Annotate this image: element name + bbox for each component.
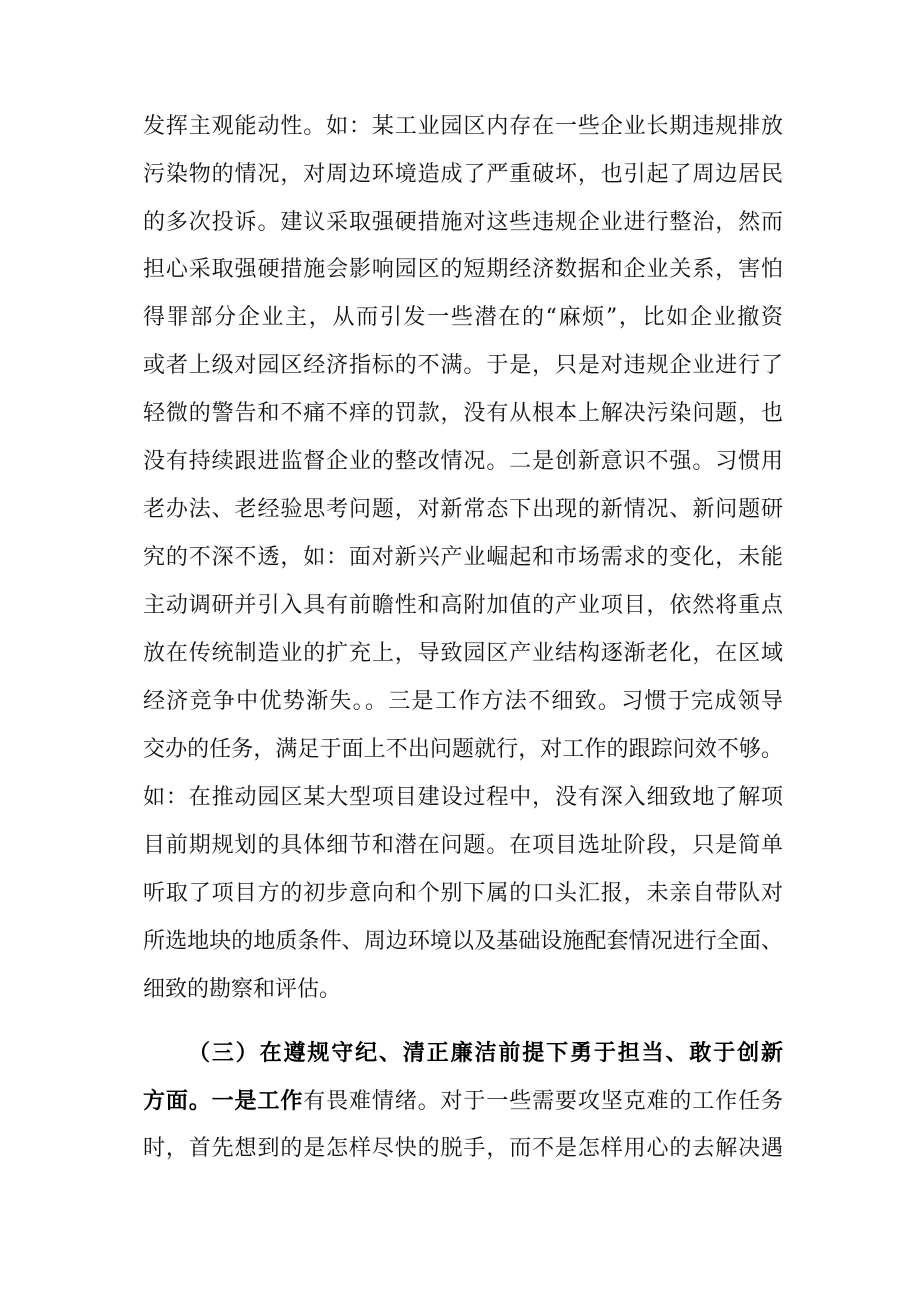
section-heading-3-tail: 方面。一是工作 bbox=[143, 1088, 304, 1114]
body-text-line: 究的不深不透，如：面对新兴产业崛起和市场需求的变化，未能 bbox=[143, 545, 783, 570]
body-text-line: 如：在推动园区某大型项目建设过程中，没有深入细致地了解项 bbox=[143, 785, 783, 810]
body-text-line: 得罪部分企业主，从而引发一些潜在的“麻烦”，比如企业撤资 bbox=[143, 305, 783, 330]
body-text-line: 经济竞争中优势渐失。。三是工作方法不细致。习惯于完成领导 bbox=[143, 689, 783, 714]
body-text-line: 所选地块的地质条件、周边环境以及基础设施配套情况进行全面、 bbox=[143, 929, 783, 954]
body-text-line: 的多次投诉。建议采取强硬措施对这些违规企业进行整治，然而 bbox=[143, 210, 783, 235]
body-text-line: 老办法、老经验思考问题，对新常态下出现的新情况、新问题研 bbox=[143, 497, 783, 522]
body-text-line: 或者上级对园区经济指标的不满。于是，只是对违规企业进行了 bbox=[143, 353, 783, 378]
body-text-span: 有畏难情绪。对于一些需要攻坚克难的工作任务 bbox=[303, 1089, 783, 1114]
section-heading-3-continued bbox=[143, 1081, 783, 1121]
body-text-line: 发挥主观能动性。如：某工业园区内存在一些企业长期违规排放 bbox=[143, 114, 783, 139]
section-heading-3: （三）在遵规守纪、清正廉洁前提下勇于担当、敢于创新 bbox=[188, 1040, 783, 1066]
body-text-line: 主动调研并引入具有前瞻性和高附加值的产业项目，依然将重点 bbox=[143, 593, 783, 618]
body-text-line: 放在传统制造业的扩充上，导致园区产业结构逐渐老化，在区域 bbox=[143, 641, 783, 666]
body-text-line: 时，首先想到的是怎样尽快的脱手，而不是怎样用心的去解决遇 bbox=[143, 1136, 783, 1161]
body-text-line: 没有持续跟进监督企业的整改情况。二是创新意识不强。习惯用 bbox=[143, 449, 783, 474]
body-text-line: 目前期规划的具体细节和潜在问题。在项目选址阶段，只是简单 bbox=[143, 833, 783, 858]
body-text-line: 细致的勘察和评估。 bbox=[143, 977, 342, 1002]
body-text-line: 交办的任务，满足于面上不出问题就行，对工作的跟踪问效不够。 bbox=[143, 737, 783, 762]
body-text-line: 污染物的情况，对周边环境造成了严重破坏，也引起了周边居民 bbox=[143, 162, 783, 187]
body-text-line: 轻微的警告和不痛不痒的罚款，没有从根本上解决污染问题，也 bbox=[143, 401, 783, 426]
body-text-line: 听取了项目方的初步意向和个别下属的口头汇报，未亲自带队对 bbox=[143, 881, 783, 906]
body-text-line: 担心采取强硬措施会影响园区的短期经济数据和企业关系，害怕 bbox=[143, 257, 783, 282]
